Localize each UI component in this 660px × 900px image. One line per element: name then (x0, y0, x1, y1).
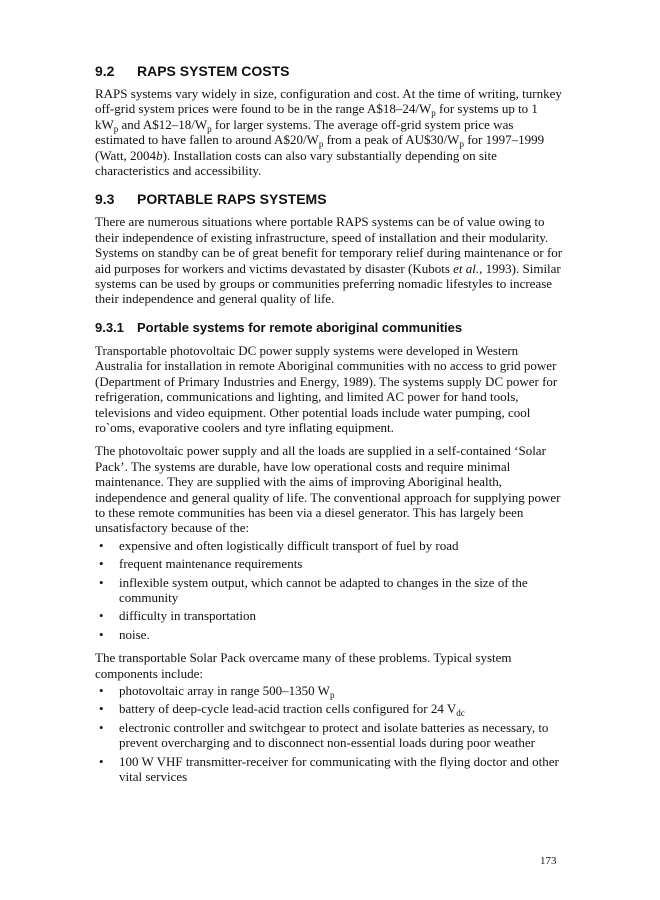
section-9-2 (95, 62, 563, 178)
list-item (95, 754, 563, 785)
list-item (95, 556, 563, 571)
list-item-text: expensive and often logistically difficult transport of fuel by road (119, 537, 459, 553)
bullet-icon: • (99, 626, 104, 642)
section-number: 9.3 (95, 191, 115, 208)
list-item (95, 701, 563, 719)
paragraph-costs (95, 86, 563, 178)
list-item (95, 608, 563, 623)
subscript: p (113, 123, 119, 134)
subscript: p (318, 139, 324, 150)
bullet-icon: • (99, 537, 104, 553)
text: for larger systems. The average off-grid system price was estimated to have fallen to around A$20/W (95, 116, 514, 148)
bullet-icon: • (99, 608, 104, 624)
list-item-text: frequent maintenance requirements (119, 556, 303, 572)
subscript: dc (456, 708, 465, 719)
list-item (95, 627, 563, 642)
heading-9-3 (95, 190, 563, 208)
list-item-text: electronic controller and switchgear to protect and isolate batteries as necessary, to prevent overcharging and to disconnect non-essential loads during poor weather (119, 719, 549, 751)
paragraph-components: The transportable Solar Pack overcame many of these problems. Typical system components include: (95, 650, 512, 681)
text: for systems up to 1 kW (95, 101, 538, 132)
paragraph-portable (95, 214, 563, 306)
list-item-text: battery of deep-cycle lead-acid traction cells configured for 24 V (119, 701, 457, 717)
bullet-icon: • (99, 683, 104, 698)
text: , 1993). Similar systems can be used by groups or communities preferring nomadic lifestyles to increase their independence and general quality of life. (95, 260, 561, 307)
bullet-icon: • (99, 719, 104, 735)
list-components (95, 683, 563, 784)
bullet-icon: • (99, 753, 104, 769)
page-body (95, 62, 563, 796)
text: ). Installation costs can also vary substantially depending on site characteristics and accessibility. (95, 147, 497, 179)
italic-text: et al. (453, 260, 480, 276)
section-number: 9.3.1 (95, 319, 124, 335)
bullet-icon: • (99, 574, 104, 590)
list-item-text: 100 W VHF transmitter-receiver for communicating with the flying doctor and other vital services (119, 753, 559, 785)
bullet-icon: • (99, 556, 104, 572)
text: from a peak of AU$30/W (323, 132, 460, 148)
page-number: 173 (540, 855, 557, 867)
list-item-text: noise. (119, 626, 150, 642)
section-number: 9.2 (95, 63, 115, 79)
subscript: p (329, 690, 335, 700)
paragraph-solar-pack: The photovoltaic power supply and all the loads are supplied in a self-contained ‘Solar Pack’. The systems are durable, have low operational costs and require minimal maintenance. They are supplied with the aims of improving Aboriginal health, independence and general quality of life. The conventional approach for supplying power to these remote communities has been via a diesel generator. This has largely been unsatisfactory because of the: (95, 443, 561, 536)
section-9-3-1 (95, 319, 563, 785)
list-item-text: difficulty in transportation (119, 608, 256, 624)
list-item (95, 683, 563, 698)
text: There are numerous situations where portable RAPS systems can be of value owing to their independence of existing infrastructure, speed of installation and their modularity. Systems on standby can be of great benefit for temporary relief during maintenance or for aid purposes for workers and victims devastated by disaster (Kubots (95, 214, 563, 276)
section-title: Portable systems for remote aboriginal communities (137, 319, 463, 335)
list-item (95, 575, 563, 606)
italic-text: b (156, 147, 163, 163)
text: for 1997–1999 (Watt, 2004 (95, 132, 545, 163)
subscript: p (207, 123, 212, 134)
section-title: RAPS SYSTEM COSTS (137, 63, 290, 79)
subscript: p (431, 108, 436, 119)
text: RAPS systems vary widely in size, configuration and cost. At the time of writing, turnkey off-grid system prices were found to be in the range A$18–24/W (95, 86, 562, 117)
list-diesel-problems (95, 538, 563, 642)
section-title: PORTABLE RAPS SYSTEMS (137, 191, 327, 208)
list-item-text: inflexible system output, which cannot be adapted to changes in the size of the community (119, 574, 528, 605)
heading-9-3-1 (95, 319, 563, 337)
subscript: p (459, 139, 464, 150)
paragraph-transportable: Transportable photovoltaic DC power supply systems were developed in Western Australia for installation in remote Aboriginal communities with no access to grid power (Department of Primary Industries and Energy, 1989). The systems supply DC power for refrigeration, communications and lighting, and limited AC power for hand tools, televisions and video equipment. Other potential loads include water pumping, cool ro`oms, evaporative coolers and tyre inflating equipment. (95, 342, 558, 435)
list-item (95, 720, 563, 751)
section-9-3 (95, 190, 563, 306)
bullet-icon: • (99, 701, 104, 717)
list-item-text: photovoltaic array in range 500–1350 W (119, 683, 330, 698)
list-item (95, 538, 563, 553)
heading-9-2 (95, 62, 563, 80)
text: and A$12–18/W (118, 116, 208, 132)
